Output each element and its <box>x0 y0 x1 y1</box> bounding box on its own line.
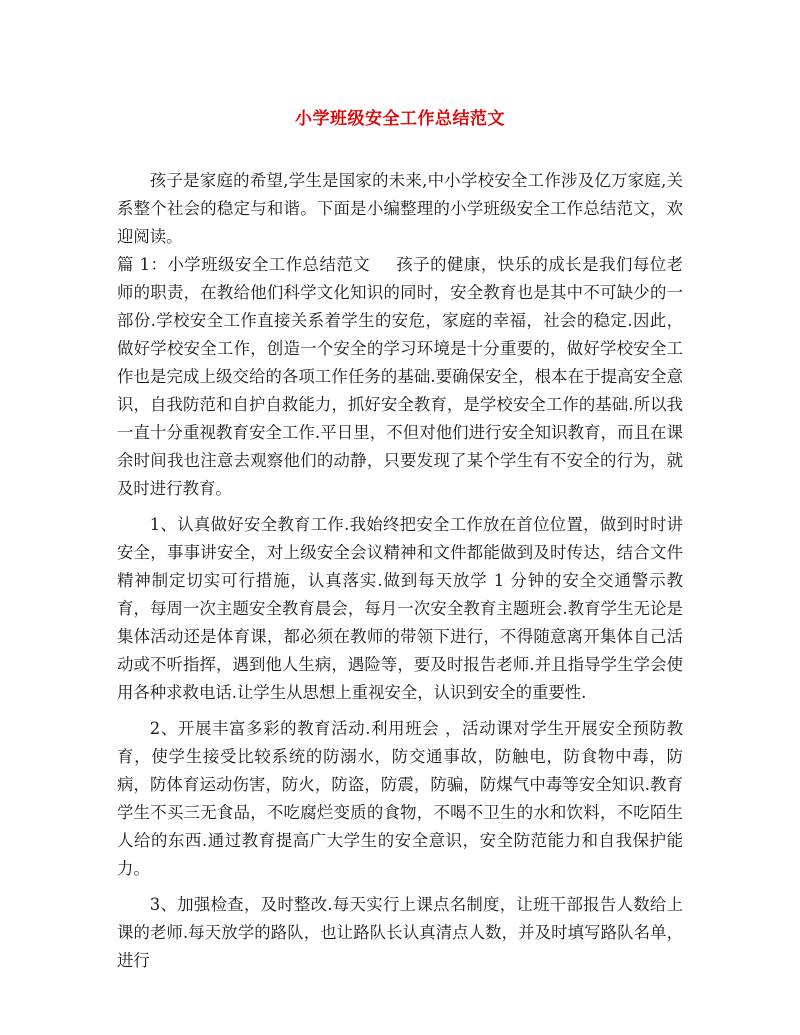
point-1-paragraph: 1、认真做好安全教育工作.我始终把安全工作放在首位位置，做到时时讲安全，事事讲安全，对上级安全会议精神和文件都能做到及时传达，结合文件精神制定切实可行措施，认真落实.做到每天放学 1 分钟的安全交通警示教育，每周一次主题安全教育晨会，每月一次安全教育主题班会.教育学生无论是集体活动还是体育课，都必须在教师的带领下进行，不得随意离开集体自己活动或不听指挥，遇到他人生病，遇险等，要及时报告老师.并且指导学生学会使用各种求救电话.让学生从思想上重视安全，认识到安全的重要性. <box>117 515 683 702</box>
point-3-paragraph: 3、加强检查，及时整改.每天实行上课点名制度，让班干部报告人数给上课的老师.每天放学的路队，也让路队长认真清点人数，并及时填写路队名单，进行 <box>117 895 683 970</box>
intro-paragraph: 孩子是家庭的希望,学生是国家的未来,中小学校安全工作涉及亿万家庭,关系整个社会的稳定与和谐。下面是小编整理的小学班级安全工作总结范文，欢迎阅读。 <box>117 171 683 246</box>
section-body: 孩子的健康，快乐的成长是我们每位老师的职责，在教给他们科学文化知识的同时，安全教育也是其中不可缺少的一部份.学校安全工作直接关系着学生的安危，家庭的幸福，社会的稳定.因此，做好学校安全工作，创造一个安全的学习环境是十分重要的，做好学校安全工作也是完成上级交给的各项工作任务的基础.要确保安全，根本在于提高安全意识，自我防范和自护自救能力，抓好安全教育，是学校安全工作的基础.所以我一直十分重视教育安全工作.平日里，不但对他们进行安全知识教育，而且在课余时间我也注意去观察他们的动静，只要发现了某个学生有不安全的行为，就及时进行教育。 <box>117 255 684 498</box>
section-label: 篇 1：小学班级安全工作总结范文 <box>117 255 371 274</box>
document-title: 小学班级安全工作总结范文 <box>295 109 505 129</box>
section-paragraph <box>117 251 683 503</box>
point-2-paragraph: 2、开展丰富多彩的教育活动.利用班会 ，活动课对学生开展安全预防教育，使学生接受比较系统的防溺水，防交通事故，防触电，防食物中毒，防病，防体育运动伤害，防火，防盗，防震，防骗，防煤气中毒等安全知识.教育学生不买三无食品，不吃腐烂变质的食物，不喝不卫生的水和饮料，不吃陌生人给的东西.通过教育提高广大学生的安全意识，安全防范能力和自我保护能力。 <box>117 719 683 878</box>
document-body <box>117 167 683 975</box>
